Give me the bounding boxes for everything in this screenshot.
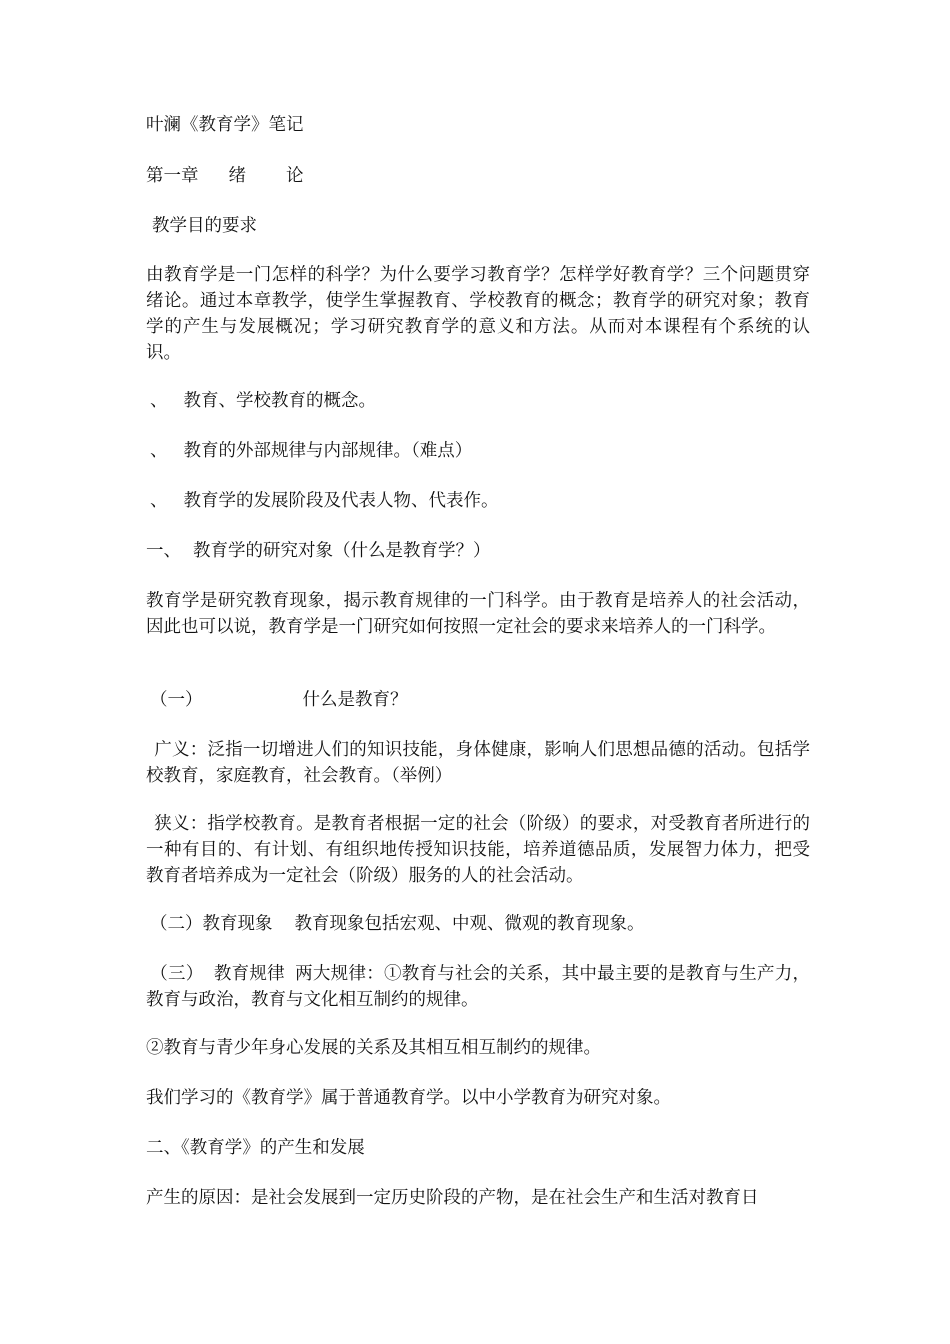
narrow-definition [146,811,810,889]
subsection-3-number: （三） [150,964,204,984]
subsection-2-heading: （二）教育现象 [150,914,273,934]
point-mark: 、 [150,441,168,461]
section-2-heading: 二、《教育学》的产生和发展 [146,1138,365,1158]
chapter-heading [146,163,810,189]
chapter-prefix: 第一章 [146,166,199,186]
subsection-3-heading: 教育规律 [213,964,285,984]
point-item [150,488,814,514]
point-mark: 、 [150,391,168,411]
narrow-definition-text: 狭义：指学校教育。是教育者根据一定的社会（阶级）的要求，对受教育者所进行的一种有目的、有计划、有组织地传授知识技能，培养道德品质，发展智力体力，把受教育者培养成为一定社会（阶级）服务的人的社会活动。 [146,814,810,886]
subsection-1-heading [150,687,814,713]
our-study-paragraph: 我们学习的《教育学》属于普通教育学。以中小学教育为研究对象。 [146,1088,671,1108]
subsection-2 [150,911,814,937]
subsection-3-text: 两大规律：①教育与社会的关系，其中最主要的是教育与生产力，教育与政治，教育与文化相互制约的规律。 [146,964,811,1010]
section-1-heading [146,538,810,564]
section-1-number: 一、 [146,541,181,561]
requirements-heading: 教学目的要求 [152,216,257,236]
law-2-paragraph: ②教育与青少年身心发展的关系及其相互相互制约的规律。 [146,1038,601,1058]
intro-paragraph: 由教育学是一门怎样的科学？为什么要学习教育学？怎样学好教育学？三个问题贯穿绪论。通过本章教学，使学生掌握教育、学校教育的概念；教育学的研究对象；教育学的产生与发展概况；学习研究教育学的意义和方法。从而对本课程有个系统的认识。 [146,265,810,363]
chapter-char-2: 论 [286,166,304,186]
point-text: 教育、学校教育的概念。 [183,391,376,411]
chapter-char-1: 绪 [228,166,246,186]
subsection-1-number: （一） [150,690,203,710]
broad-definition-text: 广义：泛指一切增进人们的知识技能，身体健康，影响人们思想品德的活动。包括学校教育，家庭教育，社会教育。（举例） [146,740,810,786]
point-item [150,438,814,464]
document-title: 叶澜《教育学》笔记 [146,115,304,135]
subsection-3 [146,961,810,1013]
point-text: 教育学的发展阶段及代表人物、代表作。 [183,491,499,511]
section-1-title: 教育学的研究对象（什么是教育学？） [193,541,491,561]
point-text: 教育的外部规律与内部规律。（难点） [183,441,473,461]
point-item [150,388,814,414]
broad-definition [146,737,810,789]
origin-paragraph: 产生的原因：是社会发展到一定历史阶段的产物，是在社会生产和生活对教育日 [146,1188,759,1208]
section-1-paragraph: 教育学是研究教育现象，揭示教育规律的一门科学。由于教育是培养人的社会活动，因此也可以说，教育学是一门研究如何按照一定社会的要求来培养人的一门科学。 [146,591,810,637]
point-mark: 、 [150,491,168,511]
subsection-2-text: 教育现象包括宏观、中观、微观的教育现象。 [294,914,645,934]
subsection-1-title: 什么是教育？ [302,690,408,710]
